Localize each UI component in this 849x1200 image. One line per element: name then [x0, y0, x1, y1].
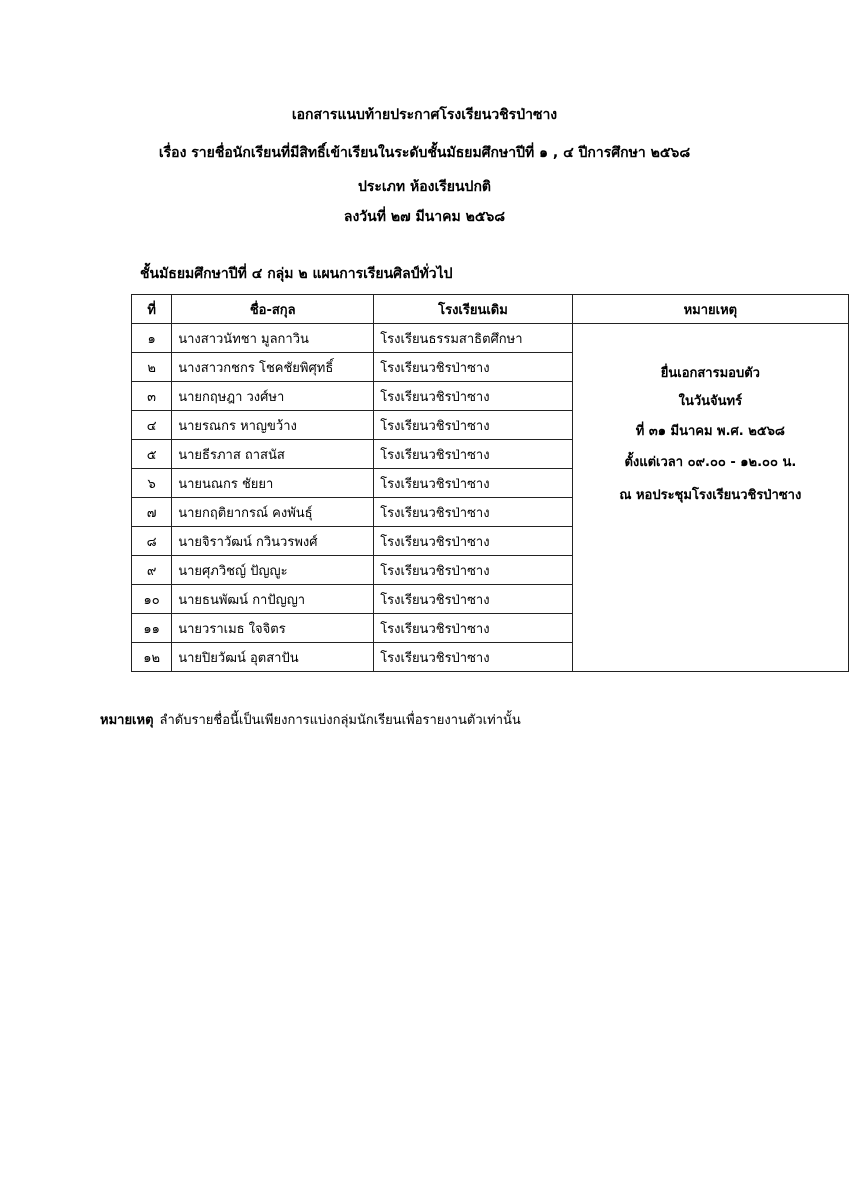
row-school: โรงเรียนวชิรป่าซาง — [374, 353, 573, 382]
row-no: ๒ — [132, 353, 172, 382]
row-school: โรงเรียนวชิรป่าซาง — [374, 469, 573, 498]
remark-line: ณ หอประชุมโรงเรียนวชิรป่าซาง — [619, 488, 802, 503]
row-name: นายรณกร หาญขว้าง — [172, 411, 374, 440]
header-title: เอกสารแนบท้ายประกาศโรงเรียนวชิรป่าซาง — [291, 107, 558, 123]
footnote-text: ลำดับรายชื่อนี้เป็นเพียงการแบ่งกลุ่มนักเรียนเพื่อรายงานตัวเท่านั้น — [159, 713, 521, 728]
header-subject: เรื่อง รายชื่อนักเรียนที่มีสิทธิ์เข้าเรียนในระดับชั้นมัธยมศึกษาปีที่ ๑ , ๔ ปีการศึกษา ๒๕๖๘ — [158, 145, 691, 161]
row-school: โรงเรียนวชิรป่าซาง — [374, 585, 573, 614]
row-no: ๑๑ — [132, 614, 172, 643]
remark-line: ในวันจันทร์ — [678, 394, 743, 409]
row-school: โรงเรียนวชิรป่าซาง — [374, 411, 573, 440]
footnote — [100, 709, 521, 730]
row-no: ๙ — [132, 556, 172, 585]
header-school: โรงเรียนเดิม — [374, 295, 573, 324]
row-name: นายวราเมธ ใจจิตร — [172, 614, 374, 643]
row-school: โรงเรียนวชิรป่าซาง — [374, 440, 573, 469]
row-name: นายธนพัฒน์ กาปัญญา — [172, 585, 374, 614]
group-subheading: ชั้นมัธยมศึกษาปีที่ ๔ กลุ่ม ๒ แผนการเรียนศิลป์ทั่วไป — [140, 266, 453, 282]
table-header-row — [132, 295, 849, 324]
remark-line: ยื่นเอกสารมอบตัว — [660, 366, 760, 381]
header-name: ชื่อ-สกุล — [172, 295, 374, 324]
row-school: โรงเรียนวชิรป่าซาง — [374, 527, 573, 556]
header-remark: หมายเหตุ — [572, 295, 848, 324]
row-no: ๘ — [132, 527, 172, 556]
row-school: โรงเรียนวชิรป่าซาง — [374, 556, 573, 585]
row-name: นางสาวกชกร โชคชัยพิศุทธิ์ — [172, 353, 374, 382]
row-name: นายกฤติยากรณ์ คงพันธุ์ — [172, 498, 374, 527]
row-no: ๖ — [132, 469, 172, 498]
row-name: นายกฤษฎา วงศ์ษา — [172, 382, 374, 411]
row-name: นางสาวนัทชา มูลกาวิน — [172, 324, 374, 353]
remark-line: ตั้งแต่เวลา ๐๙.๐๐ - ๑๒.๐๐ น. — [624, 455, 797, 470]
row-name: นายปิยวัฒน์ อุตสาปัน — [172, 643, 374, 672]
row-no: ๕ — [132, 440, 172, 469]
row-school: โรงเรียนวชิรป่าซาง — [374, 614, 573, 643]
row-name: นายธีรภาส ถาสนัส — [172, 440, 374, 469]
row-name: นายจิราวัฒน์ กวินวรพงศ์ — [172, 527, 374, 556]
header-date: ลงวันที่ ๒๗ มีนาคม ๒๕๖๘ — [343, 209, 506, 225]
header-no: ที่ — [132, 295, 172, 324]
remark-cell — [572, 324, 848, 672]
row-name: นายศุภวิชญ์ ปัญญูะ — [172, 556, 374, 585]
row-name: นายนณกร ชัยยา — [172, 469, 374, 498]
table-row — [132, 324, 849, 353]
footnote-label: หมายเหตุ — [100, 713, 154, 728]
row-school: โรงเรียนธรรมสาธิตศึกษา — [374, 324, 573, 353]
row-no: ๗ — [132, 498, 172, 527]
row-no: ๑๐ — [132, 585, 172, 614]
row-school: โรงเรียนวชิรป่าซาง — [374, 643, 573, 672]
row-school: โรงเรียนวชิรป่าซาง — [374, 498, 573, 527]
row-school: โรงเรียนวชิรป่าซาง — [374, 382, 573, 411]
row-no: ๓ — [132, 382, 172, 411]
row-no: ๔ — [132, 411, 172, 440]
remark-line: ที่ ๓๑ มีนาคม พ.ศ. ๒๕๖๘ — [635, 424, 785, 439]
row-no: ๑๒ — [132, 643, 172, 672]
student-table — [131, 294, 849, 672]
row-no: ๑ — [132, 324, 172, 353]
header-type: ประเภท ห้องเรียนปกติ — [357, 179, 492, 195]
